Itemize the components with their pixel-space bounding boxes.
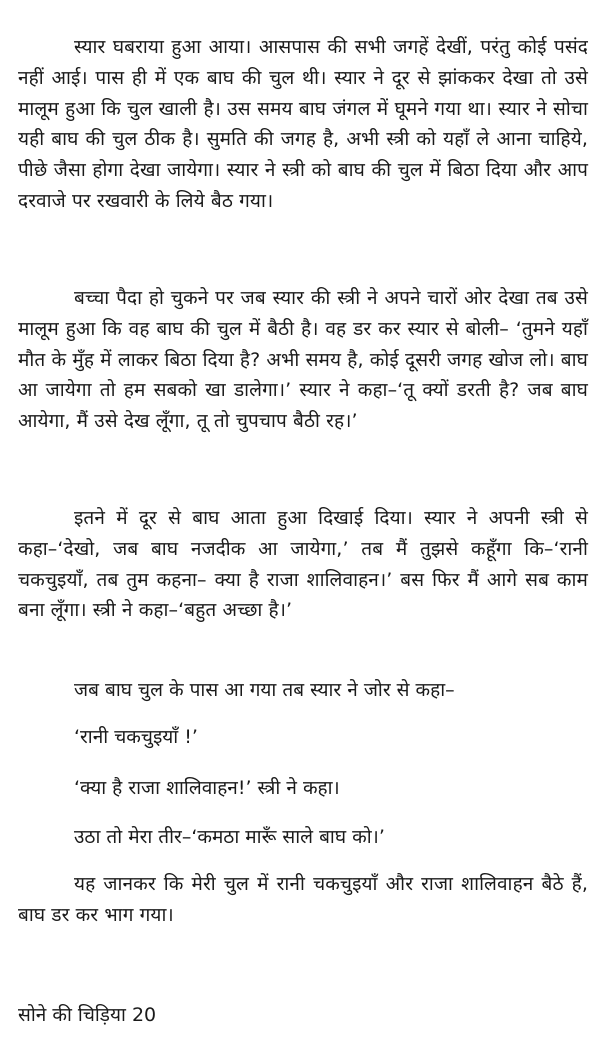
dialogue-line-rani: ‘रानी चकचुइयाँ !’ [74, 726, 198, 748]
dialogue-line-jackal-shouts: जब बाघ चुल के पास आ गया तब स्यार ने जोर से कहा– [74, 679, 455, 701]
paragraph-tiger-approaches: इतने में दूर से बाघ आता हुआ दिखाई दिया। स्यार ने अपनी स्त्री से कहा–‘देखो, जब बाघ नजदीक आ जायेगा,’ तब मैं तुझसे कहूँगा कि–‘रानी चकचुइयाँ, तब तुम कहना– क्या है राजा शालिवाहन।’ बस फिर मैं आगे सब काम बना लूँगा। स्त्री ने कहा–‘बहुत अच्छा है।’ [18, 507, 588, 622]
dialogue-line-arrow: उठा तो मेरा तीर–‘कमठा मारूँ साले बाघ को।’ [74, 826, 385, 848]
paragraph-wife-afraid: बच्चा पैदा हो चुकने पर जब स्यार की स्त्री ने अपने चारों ओर देखा तब उसे मालूम हुआ कि वह बाघ की चुल में बैठी है। वह डर कर स्यार से बोली– ‘तुमने यहाँ मौत के मुँह में लाकर बिठा दिया है? अभी समय है, कोई दूसरी जगह खोज लो। बाघ आ जायेगा तो हम सबको खा डालेगा।’ स्यार ने कहा–‘तू क्यों डरती है? जब बाघ आयेगा, मैं उसे देख लूँगा, तू तो चुपचाप बैठी रह।’ [18, 287, 588, 433]
paragraph-tiger-flees: यह जानकर कि मेरी चुल में रानी चकचुइयाँ और राजा शालिवाहन बैठे हैं, बाघ डर कर भाग गया। [18, 873, 588, 926]
paragraph-jackal-finds-den: स्यार घबराया हुआ आया। आसपास की सभी जगहें देखीं, परंतु कोई पसंद नहीं आई। पास ही में एक बाघ की चुल थी। स्यार ने दूर से झांककर देखा तो उसे मालूम हुआ कि चुल खाली है। उस समय बाघ जंगल में घूमने गया था। स्यार ने सोचा यही बाघ की चुल ठीक है। सुमति की जगह है, अभी स्त्री को यहाँ ले आना चाहिये, पीछे जैसा होगा देखा जायेगा। स्यार ने स्त्री को बाघ की चुल में बिठा दिया और आप दरवाजे पर रखवारी के लिये बैठ गया। [18, 36, 588, 212]
dialogue-line-raja: ‘क्या है राजा शालिवाहन!’ स्त्री ने कहा। [74, 777, 340, 799]
page-footer: सोने की चिड़िया 20 [18, 1004, 157, 1026]
